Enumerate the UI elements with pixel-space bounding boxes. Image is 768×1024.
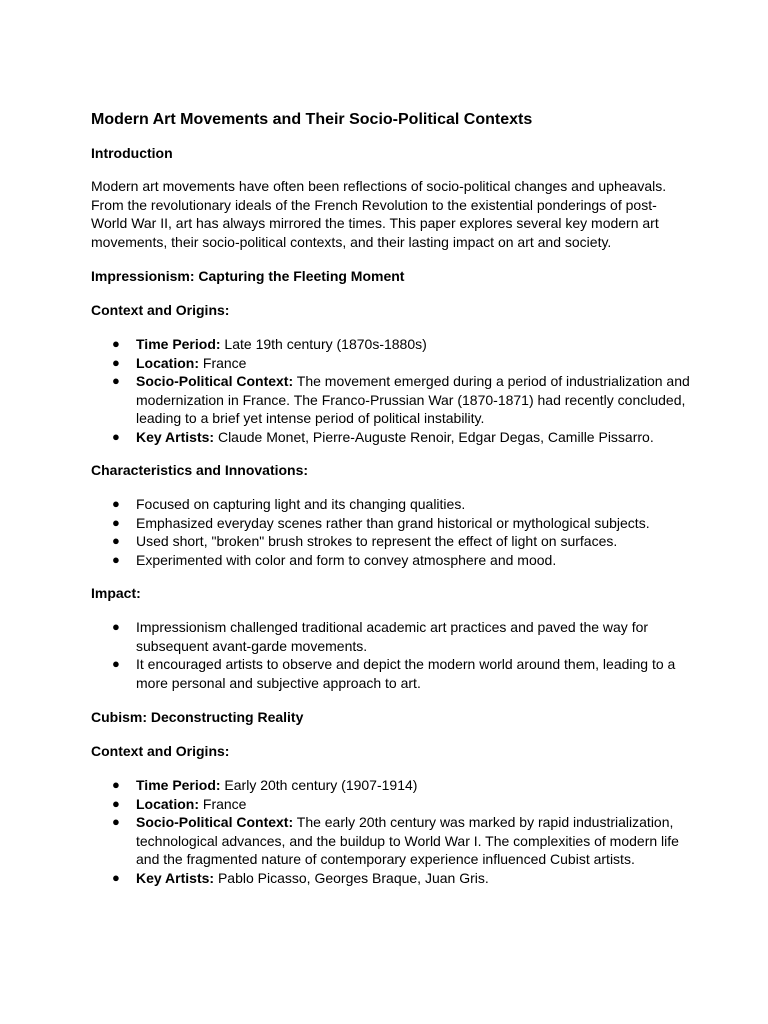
bullet-icon: ●	[112, 551, 120, 567]
bullet-icon: ●	[112, 619, 120, 634]
item-text: The early 20th century was marked by rapid industrialization, technological advances, and the buildup to World War I. The complexities of modern life and the fragmented nature of contemporary experience influenced Cubist artists.	[136, 814, 679, 867]
item-text: The movement emerged during a period of industrialization and modernization in France. The Franco-Prussian War (1870-1871) had recently concluded, leading to a brief yet intense period of political instability.	[136, 373, 690, 426]
list-item	[91, 776, 691, 795]
item-label: Key Artists:	[136, 869, 215, 886]
impressionism-impact-list	[91, 618, 691, 692]
bullet-icon: ●	[112, 428, 120, 444]
item-text: France	[199, 354, 247, 371]
subheading-impressionism-impact: Impact:	[91, 585, 141, 601]
item-text: Emphasized everyday scenes rather than grand historical or mythological subjects.	[136, 514, 650, 531]
list-item	[91, 354, 691, 373]
subheading-cubism-context: Context and Origins:	[91, 743, 230, 759]
item-text: Claude Monet, Pierre-Auguste Renoir, Edgar Degas, Camille Pissarro.	[214, 428, 654, 445]
bullet-icon: ●	[112, 354, 120, 370]
list-item	[91, 428, 691, 447]
impressionism-characteristics-list	[91, 495, 691, 569]
item-label: Location:	[136, 354, 199, 371]
subheading-impressionism-context: Context and Origins:	[91, 302, 230, 318]
intro-paragraph: Modern art movements have often been reflections of socio-political changes and upheavals. From the revolutionary ideals of the French Revolution to the existential ponderings of post-World War II, art has always mirrored the times. This paper explores several key modern art movements, their socio-political contexts, and their lasting impact on art and society.	[91, 178, 667, 250]
bullet-icon: ●	[112, 496, 120, 511]
item-text: Pablo Picasso, Georges Braque, Juan Gris.	[214, 869, 489, 886]
bullet-icon: ●	[112, 514, 120, 530]
section-heading-cubism: Cubism: Deconstructing Reality	[91, 709, 304, 725]
section-heading-impressionism: Impressionism: Capturing the Fleeting Moment	[91, 268, 405, 284]
list-item	[91, 514, 691, 533]
item-text: Experimented with color and form to convey atmosphere and mood.	[136, 551, 557, 568]
bullet-icon: ●	[112, 814, 120, 829]
bullet-icon: ●	[112, 777, 120, 792]
list-item	[91, 869, 691, 888]
item-label: Time Period:	[136, 336, 221, 352]
item-text: Late 19th century (1870s-1880s)	[220, 336, 427, 352]
impressionism-context-list	[91, 335, 691, 446]
document-title: Modern Art Movements and Their Socio-Political Contexts	[91, 111, 533, 128]
list-item	[91, 795, 691, 814]
document-page	[91, 108, 691, 887]
bullet-icon: ●	[112, 869, 120, 885]
item-text: France	[199, 795, 247, 812]
item-text: Focused on capturing light and its changing qualities.	[136, 496, 466, 512]
item-label: Time Period:	[136, 777, 221, 793]
item-label: Key Artists:	[136, 428, 215, 445]
bullet-icon: ●	[112, 336, 120, 351]
item-text: Impressionism challenged traditional academic art practices and paved the way for subsequent avant-garde movements.	[136, 619, 649, 654]
item-label: Socio-Political Context:	[136, 814, 294, 830]
list-item	[91, 618, 691, 655]
item-label: Socio-Political Context:	[136, 373, 294, 389]
cubism-context-list	[91, 776, 691, 887]
item-label: Location:	[136, 795, 199, 812]
section-heading-introduction: Introduction	[91, 145, 173, 161]
bullet-icon: ●	[112, 656, 120, 671]
item-text: Used short, "broken" brush strokes to represent the effect of light on surfaces.	[136, 533, 618, 549]
list-item	[91, 495, 691, 514]
list-item	[91, 532, 691, 551]
list-item	[91, 551, 691, 570]
bullet-icon: ●	[112, 373, 120, 388]
bullet-icon: ●	[112, 795, 120, 811]
list-item	[91, 335, 691, 354]
list-item	[91, 655, 691, 692]
subheading-impressionism-characteristics: Characteristics and Innovations:	[91, 462, 309, 478]
list-item	[91, 372, 691, 428]
bullet-icon: ●	[112, 533, 120, 548]
item-text: It encouraged artists to observe and depict the modern world around them, leading to a more personal and subjective approach to art.	[136, 656, 676, 691]
item-text: Early 20th century (1907-1914)	[220, 777, 418, 793]
list-item	[91, 813, 691, 869]
